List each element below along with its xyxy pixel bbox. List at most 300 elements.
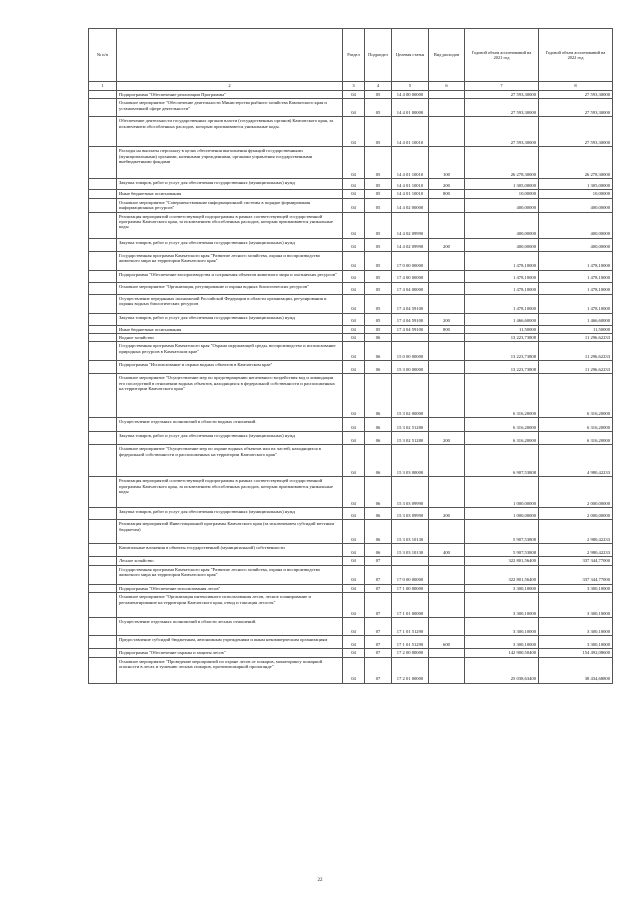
- table-row: [89, 649, 613, 657]
- row-num-cell: [89, 565, 117, 584]
- row-podrazdel-cell: 05: [365, 91, 392, 99]
- row-target-article-cell: 14 4 01 10010: [392, 179, 429, 190]
- row-2021-cell: 27 593,30000: [465, 91, 539, 99]
- table-row: [89, 342, 613, 361]
- row-name-cell: Основное мероприятие "Обеспечение деятельности Министерства рыбного хозяйства Камчатского края и установленной сфере деятельности": [117, 99, 343, 117]
- row-name-cell: Основное мероприятие "Организация интенсивного использования лесов, лесное планирование и регламентирование на территории Камчатского края, отвод и таксация лесосек": [117, 593, 343, 618]
- row-razdel-cell: 04: [343, 565, 365, 584]
- row-target-article-cell: 17 1 01 00000: [392, 593, 429, 618]
- table-row: [89, 238, 613, 251]
- table-header-row: [89, 29, 613, 82]
- row-razdel-cell: 04: [343, 313, 365, 325]
- row-expense-type-cell: 100: [429, 147, 465, 179]
- row-2021-cell: 1 000,00000: [465, 477, 539, 508]
- row-expense-type-cell: 800: [429, 325, 465, 333]
- row-name-cell: Иные бюджетные ассигнования: [117, 325, 343, 333]
- row-podrazdel-cell: 06: [365, 418, 392, 432]
- row-razdel-cell: 04: [343, 334, 365, 342]
- row-name-cell: Иные бюджетные ассигнования: [117, 190, 343, 198]
- row-2022-cell: 6 316,20000: [539, 374, 613, 418]
- row-podrazdel-cell: 05: [365, 99, 392, 117]
- row-2022-cell: 10,00000: [539, 190, 613, 198]
- table-row: [89, 212, 613, 238]
- row-2022-cell: 3 300,10000: [539, 584, 613, 592]
- row-2022-cell: 11 296,62233: [539, 334, 613, 342]
- row-expense-type-cell: [429, 251, 465, 270]
- row-num-cell: [89, 282, 117, 294]
- row-target-article-cell: 15 3 03 00000: [392, 445, 429, 477]
- row-name-cell: Основное мероприятие "Осуществление мер по охране водных объектов или их частей, находящихся в федеральной собственности и расположенных на территории Камчатского края": [117, 445, 343, 477]
- row-target-article-cell: 14 4 01 10010: [392, 190, 429, 198]
- row-podrazdel-cell: 07: [365, 584, 392, 592]
- table-row: [89, 636, 613, 649]
- row-expense-type-cell: [429, 361, 465, 374]
- table-body: [89, 91, 613, 684]
- row-razdel-cell: 04: [343, 432, 365, 445]
- row-podrazdel-cell: 07: [365, 618, 392, 636]
- row-expense-type-cell: [429, 593, 465, 618]
- table-row: [89, 325, 613, 333]
- table-row: [89, 544, 613, 557]
- row-target-article-cell: 14 4 02 09990: [392, 238, 429, 251]
- row-expense-type-cell: [429, 99, 465, 117]
- row-expense-type-cell: 200: [429, 508, 465, 520]
- row-num-cell: [89, 190, 117, 198]
- budget-table-sheet: [88, 28, 612, 684]
- row-target-article-cell: 17 2 00 00000: [392, 649, 429, 657]
- column-number: 6: [429, 82, 465, 91]
- table-row: [89, 418, 613, 432]
- row-razdel-cell: 04: [343, 657, 365, 683]
- row-2021-cell: 6 316,20000: [465, 418, 539, 432]
- row-2021-cell: 1 305,00000: [465, 179, 539, 190]
- row-podrazdel-cell: 05: [365, 313, 392, 325]
- row-name-cell: Государственная программа Камчатского края "Развитие лесного хозяйства, охрана и воспроизводство животного мира на территории Камчатского края": [117, 565, 343, 584]
- column-number: 3: [343, 82, 365, 91]
- row-podrazdel-cell: 07: [365, 649, 392, 657]
- row-name-cell: Подпрограмма "Обеспечение охраны и защиты лесов": [117, 649, 343, 657]
- page-number: 22: [317, 878, 323, 883]
- table-row: [89, 99, 613, 117]
- row-num-cell: [89, 179, 117, 190]
- row-2022-cell: 27 593,30000: [539, 91, 613, 99]
- column-number: 2: [117, 82, 343, 91]
- row-razdel-cell: 04: [343, 282, 365, 294]
- row-2022-cell: 3 300,10000: [539, 618, 613, 636]
- table-row: [89, 147, 613, 179]
- row-2022-cell: 2 000,00000: [539, 508, 613, 520]
- row-2021-cell: 11,50000: [465, 325, 539, 333]
- row-name-cell: Закупка товаров, работ и услуг для обеспечения государственных (муниципальных) нужд: [117, 238, 343, 251]
- column-number: 7: [465, 82, 539, 91]
- row-target-article-cell: 15 0 00 00000: [392, 342, 429, 361]
- row-expense-type-cell: [429, 649, 465, 657]
- row-num-cell: [89, 520, 117, 544]
- row-name-cell: Лесное хозяйство: [117, 557, 343, 565]
- row-razdel-cell: 04: [343, 270, 365, 282]
- row-2022-cell: 2 980,42233: [539, 520, 613, 544]
- row-name-cell: Государственная программа Камчатского края "Развитие лесного хозяйства, охрана и воспроизводство животного мира на территории Камчатского края": [117, 251, 343, 270]
- row-2021-cell: 5 907,53808: [465, 544, 539, 557]
- row-razdel-cell: 04: [343, 212, 365, 238]
- row-expense-type-cell: [429, 294, 465, 313]
- row-2021-cell: 400,00000: [465, 238, 539, 251]
- row-target-article-cell: 14 4 02 00000: [392, 198, 429, 212]
- table-row: [89, 477, 613, 508]
- table-row: [89, 270, 613, 282]
- row-2022-cell: 3 300,10000: [539, 593, 613, 618]
- row-target-article-cell: 17 4 00 00000: [392, 270, 429, 282]
- row-name-cell: Расходы на выплаты персоналу в целях обеспечения выполнения функций государственными (муниципальными) органами, казенными учреждениями, органами управления государственными внебюджетными фондами: [117, 147, 343, 179]
- row-2021-cell: 13 223,73808: [465, 342, 539, 361]
- row-2021-cell: 3 300,10000: [465, 618, 539, 636]
- row-2022-cell: 337 344,77000: [539, 565, 613, 584]
- row-2022-cell: 1 478,10000: [539, 294, 613, 313]
- row-target-article-cell: 17 1 01 51290: [392, 636, 429, 649]
- row-expense-type-cell: [429, 477, 465, 508]
- row-num-cell: [89, 584, 117, 592]
- row-razdel-cell: 04: [343, 649, 365, 657]
- row-num-cell: [89, 117, 117, 147]
- row-razdel-cell: 04: [343, 584, 365, 592]
- row-razdel-cell: 04: [343, 445, 365, 477]
- column-number: 5: [392, 82, 429, 91]
- table-row: [89, 432, 613, 445]
- row-2021-cell: 3 300,10000: [465, 593, 539, 618]
- row-target-article-cell: 14 4 00 00000: [392, 91, 429, 99]
- row-razdel-cell: 04: [343, 477, 365, 508]
- table-row: [89, 508, 613, 520]
- table-row: [89, 374, 613, 418]
- table-row: [89, 593, 613, 618]
- row-num-cell: [89, 251, 117, 270]
- row-podrazdel-cell: 06: [365, 508, 392, 520]
- row-target-article-cell: 17 2 01 00000: [392, 657, 429, 683]
- row-num-cell: [89, 198, 117, 212]
- row-num-cell: [89, 374, 117, 418]
- row-target-article-cell: 14 4 01 10010: [392, 147, 429, 179]
- row-name-cell: Реализация мероприятий соответствующей подпрограммы в рамках соответствующей государственной программы Камчатского края, за исключением обособленных расходов, которым присваиваются уникальные коды: [117, 212, 343, 238]
- row-2022-cell: 400,00000: [539, 212, 613, 238]
- row-target-article-cell: 14 4 01 00000: [392, 99, 429, 117]
- row-razdel-cell: 04: [343, 361, 365, 374]
- row-expense-type-cell: [429, 117, 465, 147]
- row-target-article-cell: 17 0 00 00000: [392, 251, 429, 270]
- row-podrazdel-cell: 06: [365, 432, 392, 445]
- row-expense-type-cell: 200: [429, 238, 465, 251]
- row-num-cell: [89, 649, 117, 657]
- row-target-article-cell: 15 3 02 51280: [392, 418, 429, 432]
- row-podrazdel-cell: 06: [365, 361, 392, 374]
- row-num-cell: [89, 432, 117, 445]
- header-expense-type: Вид расходов: [429, 29, 465, 82]
- row-expense-type-cell: [429, 657, 465, 683]
- row-target-article-cell: 15 3 02 00000: [392, 374, 429, 418]
- row-num-cell: [89, 325, 117, 333]
- row-2022-cell: 400,00000: [539, 198, 613, 212]
- row-num-cell: [89, 418, 117, 432]
- row-razdel-cell: 04: [343, 91, 365, 99]
- row-razdel-cell: 04: [343, 374, 365, 418]
- row-name-cell: Основное мероприятие "Осуществление мер по предотвращению негативного воздействия вод и ликвидации его последствий в отношении водных объектов, находящихся в федеральной собственности и расположенных на территории Камчатского края": [117, 374, 343, 418]
- table-row: [89, 198, 613, 212]
- table-row: [89, 294, 613, 313]
- row-name-cell: Осуществление отдельных полномочий в области лесных отношений.: [117, 618, 343, 636]
- row-razdel-cell: 04: [343, 342, 365, 361]
- header-razdel: Раздел: [343, 29, 365, 82]
- row-razdel-cell: 04: [343, 520, 365, 544]
- table-row: [89, 251, 613, 270]
- table-row: [89, 584, 613, 592]
- row-expense-type-cell: 800: [429, 190, 465, 198]
- row-2021-cell: 1 478,10000: [465, 294, 539, 313]
- table-row: [89, 190, 613, 198]
- row-podrazdel-cell: 05: [365, 212, 392, 238]
- row-podrazdel-cell: 05: [365, 147, 392, 179]
- row-expense-type-cell: [429, 334, 465, 342]
- row-2022-cell: 2 980,42233: [539, 544, 613, 557]
- row-num-cell: [89, 334, 117, 342]
- row-target-article-cell: 17 0 00 00000: [392, 565, 429, 584]
- row-2021-cell: 5 907,53808: [465, 520, 539, 544]
- row-2022-cell: 4 980,42233: [539, 445, 613, 477]
- row-2021-cell: 3 300,10000: [465, 636, 539, 649]
- row-name-cell: Осуществление отдельных полномочий в области водных отношений.: [117, 418, 343, 432]
- table-row: [89, 282, 613, 294]
- row-name-cell: Осуществление переданных полномочий Российской Федерации в области организации, регулирования и охраны водных биологических ресурсов: [117, 294, 343, 313]
- row-expense-type-cell: [429, 418, 465, 432]
- column-number-row: [89, 82, 613, 91]
- row-podrazdel-cell: 07: [365, 636, 392, 649]
- row-2022-cell: 38 434,68800: [539, 657, 613, 683]
- row-2022-cell: 6 316,20000: [539, 432, 613, 445]
- row-razdel-cell: 04: [343, 418, 365, 432]
- table-row: [89, 361, 613, 374]
- row-num-cell: [89, 212, 117, 238]
- row-2021-cell: 27 593,30000: [465, 117, 539, 147]
- row-2021-cell: 25 038,63400: [465, 657, 539, 683]
- row-name-cell: Закупка товаров, работ и услуг для обеспечения государственных (муниципальных) нужд: [117, 432, 343, 445]
- row-2021-cell: 1 466,60000: [465, 313, 539, 325]
- row-expense-type-cell: [429, 212, 465, 238]
- row-2022-cell: 400,00000: [539, 238, 613, 251]
- row-2022-cell: 27 593,30000: [539, 117, 613, 147]
- row-2021-cell: 10,00000: [465, 190, 539, 198]
- row-2021-cell: 400,00000: [465, 212, 539, 238]
- row-expense-type-cell: [429, 91, 465, 99]
- row-2022-cell: 1 478,10000: [539, 270, 613, 282]
- row-target-article-cell: 14 4 02 09990: [392, 212, 429, 238]
- row-name-cell: Основное мероприятие "Совершенствование информационной системы в порядке формирования информационных ресурсов": [117, 198, 343, 212]
- row-name-cell: Основное мероприятие "Проведение мероприятий по охране лесов от пожаров, мониторингу пожарной опасности в лесах и тушению лесных пожаров, противопожарной пропаганде": [117, 657, 343, 683]
- row-target-article-cell: 15 3 03 09990: [392, 477, 429, 508]
- row-target-article-cell: 15 3 00 00000: [392, 361, 429, 374]
- row-num-cell: [89, 313, 117, 325]
- row-expense-type-cell: [429, 565, 465, 584]
- row-name-cell: Закупка товаров, работ и услуг для обеспечения государственных (муниципальных) нужд: [117, 313, 343, 325]
- row-podrazdel-cell: 05: [365, 198, 392, 212]
- table-row: [89, 313, 613, 325]
- row-razdel-cell: 04: [343, 198, 365, 212]
- row-2021-cell: 6 907,53808: [465, 445, 539, 477]
- header-num: № п/п: [89, 29, 117, 82]
- row-podrazdel-cell: 05: [365, 251, 392, 270]
- row-num-cell: [89, 342, 117, 361]
- row-num-cell: [89, 147, 117, 179]
- row-expense-type-cell: [429, 618, 465, 636]
- row-2021-cell: 322 801,56400: [465, 557, 539, 565]
- header-volume-2022: Годовой объем ассигнований на 2022 год: [539, 29, 613, 82]
- row-razdel-cell: 04: [343, 508, 365, 520]
- header-podrazdel: Подраздел: [365, 29, 392, 82]
- table-row: [89, 334, 613, 342]
- header-target-article: Целевая статья: [392, 29, 429, 82]
- row-target-article-cell: 17 1 00 00000: [392, 584, 429, 592]
- row-razdel-cell: 04: [343, 190, 365, 198]
- row-razdel-cell: 04: [343, 593, 365, 618]
- row-2022-cell: 27 593,30000: [539, 99, 613, 117]
- row-2021-cell: 1 478,10000: [465, 282, 539, 294]
- table-row: [89, 557, 613, 565]
- column-number: 4: [365, 82, 392, 91]
- row-name-cell: Капитальные вложения в объекты государственной (муниципальной) собственности: [117, 544, 343, 557]
- row-target-article-cell: 14 4 01 10010: [392, 117, 429, 147]
- row-num-cell: [89, 657, 117, 683]
- row-razdel-cell: 04: [343, 544, 365, 557]
- row-2021-cell: 27 593,30000: [465, 99, 539, 117]
- row-target-article-cell: [392, 557, 429, 565]
- row-podrazdel-cell: 06: [365, 374, 392, 418]
- row-podrazdel-cell: 06: [365, 544, 392, 557]
- row-num-cell: [89, 618, 117, 636]
- row-target-article-cell: 17 4 04 00000: [392, 282, 429, 294]
- row-expense-type-cell: 200: [429, 432, 465, 445]
- header-name: [117, 29, 343, 82]
- row-podrazdel-cell: 05: [365, 294, 392, 313]
- row-2021-cell: 322 801,56400: [465, 565, 539, 584]
- row-num-cell: [89, 445, 117, 477]
- row-podrazdel-cell: 07: [365, 657, 392, 683]
- row-num-cell: [89, 99, 117, 117]
- row-2022-cell: 11 296,62233: [539, 342, 613, 361]
- row-expense-type-cell: 600: [429, 636, 465, 649]
- row-razdel-cell: 04: [343, 294, 365, 313]
- row-podrazdel-cell: 07: [365, 557, 392, 565]
- row-num-cell: [89, 270, 117, 282]
- row-2022-cell: 1 305,00000: [539, 179, 613, 190]
- row-name-cell: Подпрограмма "Обеспечение воспроизводства и сохранения объектов животного мира и охотничьих ресурсов": [117, 270, 343, 282]
- row-2021-cell: 26 278,30000: [465, 147, 539, 179]
- table-row: [89, 657, 613, 683]
- row-podrazdel-cell: 05: [365, 117, 392, 147]
- row-razdel-cell: 04: [343, 117, 365, 147]
- row-2022-cell: 1 466,60000: [539, 313, 613, 325]
- row-2021-cell: 1 000,00000: [465, 508, 539, 520]
- row-2021-cell: 142 900,50400: [465, 649, 539, 657]
- row-2021-cell: 13 223,73808: [465, 361, 539, 374]
- table-row: [89, 565, 613, 584]
- row-target-article-cell: 15 3 03 09990: [392, 508, 429, 520]
- row-name-cell: Подпрограмма "Обеспечение использования лесов": [117, 584, 343, 592]
- row-razdel-cell: 04: [343, 557, 365, 565]
- row-podrazdel-cell: 05: [365, 238, 392, 251]
- row-podrazdel-cell: 07: [365, 593, 392, 618]
- row-2021-cell: 400,00000: [465, 198, 539, 212]
- table-row: [89, 445, 613, 477]
- row-2022-cell: 154 492,08600: [539, 649, 613, 657]
- row-podrazdel-cell: 05: [365, 282, 392, 294]
- row-target-article-cell: 17 4 04 59100: [392, 313, 429, 325]
- row-name-cell: Подпрограмма "Использование и охрана водных объектов в Камчатском крае": [117, 361, 343, 374]
- row-2021-cell: 1 478,10000: [465, 251, 539, 270]
- row-target-article-cell: 15 3 03 10130: [392, 544, 429, 557]
- column-number: 1: [89, 82, 117, 91]
- row-razdel-cell: 04: [343, 636, 365, 649]
- table-row: [89, 618, 613, 636]
- row-num-cell: [89, 557, 117, 565]
- row-expense-type-cell: 400: [429, 544, 465, 557]
- row-num-cell: [89, 294, 117, 313]
- row-podrazdel-cell: 06: [365, 445, 392, 477]
- row-target-article-cell: [392, 334, 429, 342]
- row-expense-type-cell: 200: [429, 313, 465, 325]
- row-num-cell: [89, 593, 117, 618]
- row-name-cell: Подпрограмма "Обеспечение реализации Программы": [117, 91, 343, 99]
- row-2022-cell: 337 344,77000: [539, 557, 613, 565]
- row-name-cell: Закупка товаров, работ и услуг для обеспечения государственных (муниципальных) нужд: [117, 508, 343, 520]
- table-row: [89, 520, 613, 544]
- row-podrazdel-cell: 05: [365, 179, 392, 190]
- row-name-cell: Государственная программа Камчатского края "Охрана окружающей среды, воспроизводство и использование природных ресурсов в Камчатском крае": [117, 342, 343, 361]
- row-razdel-cell: 04: [343, 238, 365, 251]
- row-podrazdel-cell: 06: [365, 477, 392, 508]
- budget-table: [88, 28, 613, 684]
- row-2021-cell: 13 223,73808: [465, 334, 539, 342]
- table-row: [89, 117, 613, 147]
- row-expense-type-cell: [429, 520, 465, 544]
- row-num-cell: [89, 477, 117, 508]
- row-expense-type-cell: [429, 584, 465, 592]
- row-2022-cell: 1 478,10000: [539, 282, 613, 294]
- row-podrazdel-cell: 06: [365, 520, 392, 544]
- row-razdel-cell: 04: [343, 99, 365, 117]
- row-target-article-cell: 17 1 01 51290: [392, 618, 429, 636]
- row-2022-cell: 26 278,30000: [539, 147, 613, 179]
- row-podrazdel-cell: 05: [365, 325, 392, 333]
- row-name-cell: Предоставление субсидий бюджетным, автономным учреждениям и иным некоммерческим организациям: [117, 636, 343, 649]
- row-2021-cell: 6 316,20000: [465, 432, 539, 445]
- row-name-cell: Реализация мероприятий соответствующей подпрограммы в рамках соответствующей государственной программы Камчатского края, за исключением обособленных расходов, которым присваиваются уникальные коды: [117, 477, 343, 508]
- row-target-article-cell: 15 3 02 51280: [392, 432, 429, 445]
- row-2022-cell: 11 296,62233: [539, 361, 613, 374]
- row-razdel-cell: 04: [343, 251, 365, 270]
- row-num-cell: [89, 508, 117, 520]
- row-2021-cell: 1 478,10000: [465, 270, 539, 282]
- row-2022-cell: 3 300,10000: [539, 636, 613, 649]
- row-razdel-cell: 04: [343, 325, 365, 333]
- row-2022-cell: 11,50000: [539, 325, 613, 333]
- row-name-cell: Реализация мероприятий Инвестиционной программы Камчатского края (за исключением субсидий местным бюджетам): [117, 520, 343, 544]
- row-num-cell: [89, 238, 117, 251]
- row-expense-type-cell: [429, 270, 465, 282]
- row-target-article-cell: 15 3 03 10130: [392, 520, 429, 544]
- row-razdel-cell: 04: [343, 179, 365, 190]
- row-name-cell: Закупка товаров, работ и услуг для обеспечения государственных (муниципальных) нужд: [117, 179, 343, 190]
- row-2022-cell: 1 478,10000: [539, 251, 613, 270]
- row-2021-cell: 3 300,10000: [465, 584, 539, 592]
- row-num-cell: [89, 636, 117, 649]
- row-podrazdel-cell: 07: [365, 565, 392, 584]
